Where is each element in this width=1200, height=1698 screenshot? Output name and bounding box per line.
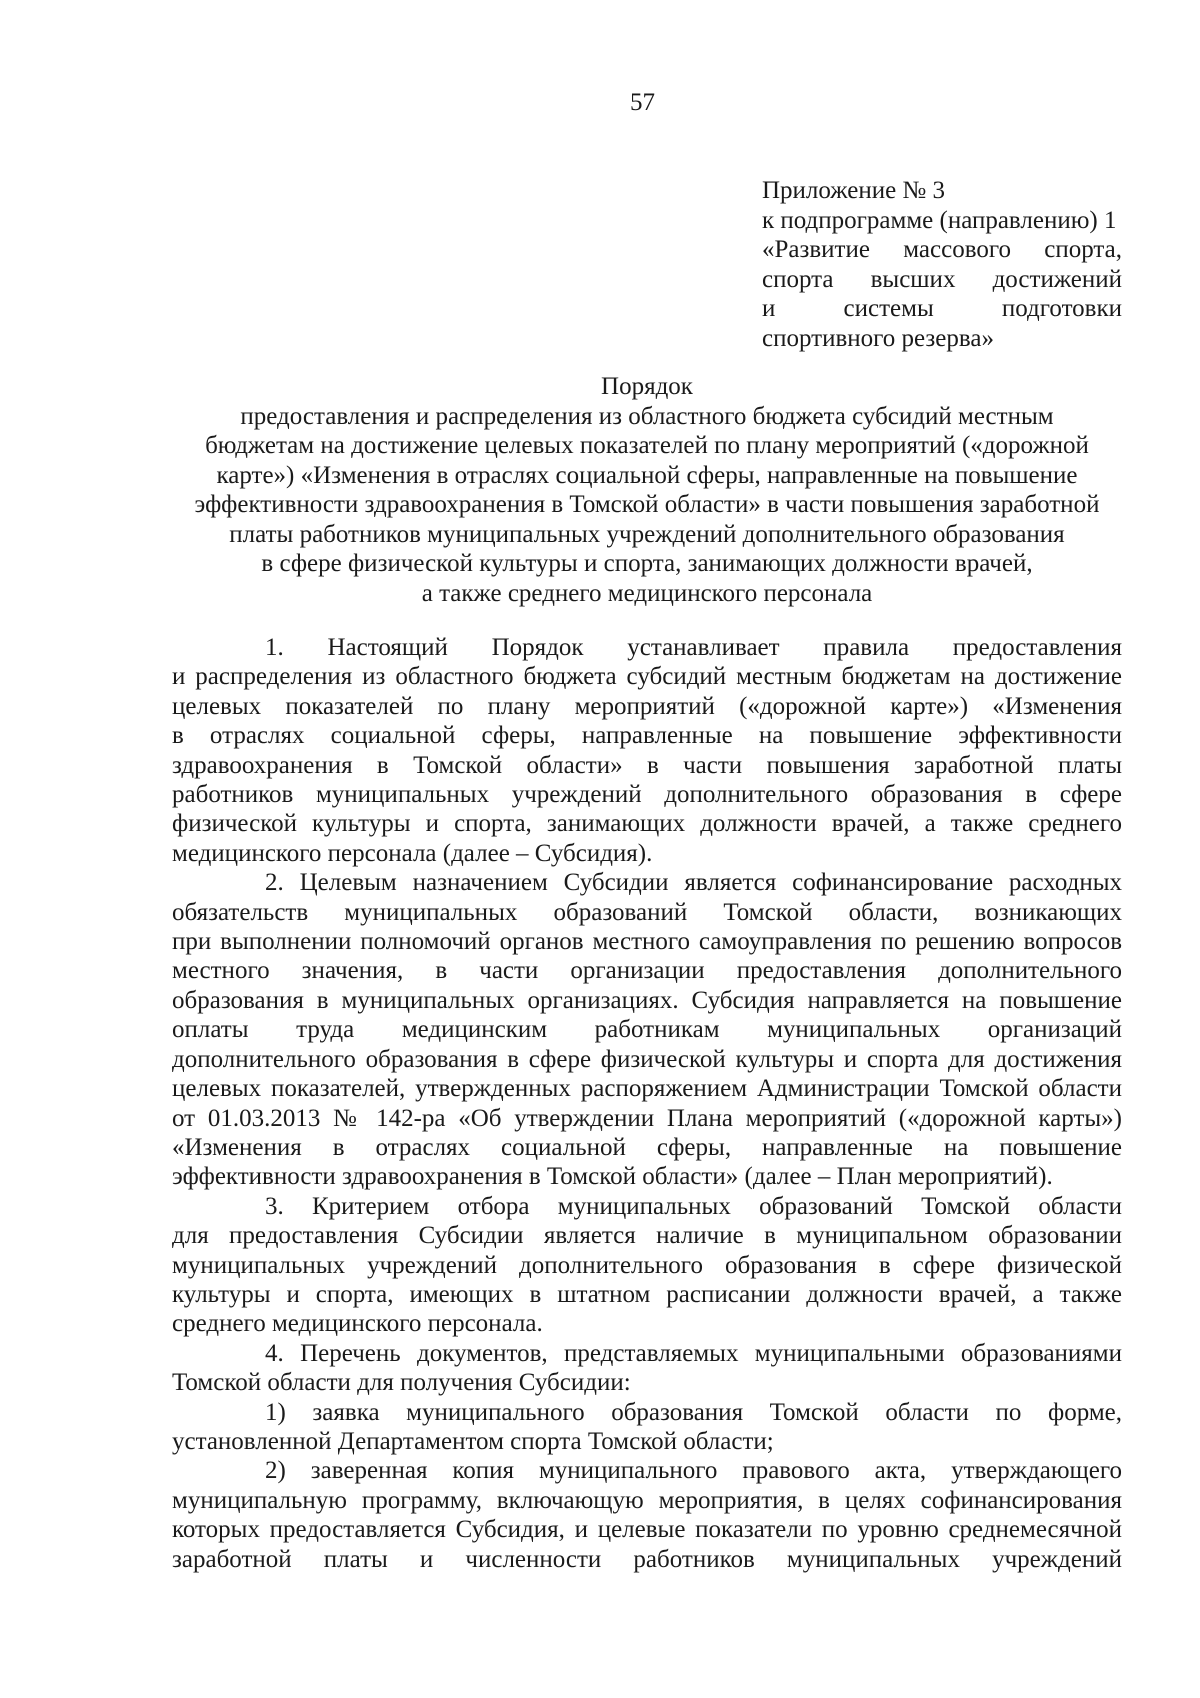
appendix-header [762, 176, 1122, 353]
title-line: в сфере физической культуры и спорта, занимающих должности врачей, [261, 550, 1033, 577]
body-line: здравоохранения в Томской области» в части повышения заработной платы [172, 751, 1122, 779]
body-line: оплаты труда медицинским работникам муниципальных организаций [172, 1016, 1122, 1044]
body-line: муниципальную программу, включающую мероприятия, в целях софинансирования [172, 1486, 1122, 1514]
title-line: эффективности здравоохранения в Томской области» в части повышения заработной [194, 491, 1100, 518]
body-line: 1. Настоящий Порядок устанавливает правила предоставления [265, 634, 1122, 661]
body-line: для предоставления Субсидии является наличие в муниципальном образовании [172, 1222, 1122, 1250]
body-line: обязательств муниципальных образований Томской области, возникающих [172, 898, 1122, 926]
title-line: а также среднего медицинского персонала [421, 579, 873, 607]
body-line: при выполнении полномочий органов местного самоуправления по решению вопросов [172, 928, 1122, 956]
body-line: физической культуры и спорта, занимающих должности врачей, а также среднего [172, 810, 1122, 838]
body-line: 4. Перечень документов, представляемых муниципальными образованиями [265, 1339, 1122, 1367]
document-title [172, 372, 1122, 608]
title-line: платы работников муниципальных учреждений дополнительного образования [229, 520, 1065, 548]
title-heading: Порядок [601, 373, 693, 400]
body-line: Томской области для получения Субсидии: [172, 1369, 631, 1397]
title-line: предоставления и распределения из областного бюджета субсидий местным [240, 402, 1054, 430]
appendix-line: и системы подготовки [762, 295, 1122, 322]
title-line: бюджетам на достижение целевых показателей по плану мероприятий («дорожной [205, 432, 1089, 459]
document-body [172, 633, 1122, 1574]
body-line: 3. Критерием отбора муниципальных образований Томской области [265, 1192, 1122, 1220]
body-line: 1) заявка муниципального образования Томской области по форме, [265, 1398, 1122, 1426]
page-number: 57 [630, 89, 655, 116]
body-line: муниципальных учреждений дополнительного образования в сфере физической [172, 1251, 1122, 1279]
appendix-line: спорта высших достижений [762, 265, 1122, 293]
appendix-line: спортивного резерва» [762, 324, 994, 352]
body-line: местного значения, в части организации предоставления дополнительного [172, 957, 1122, 985]
body-line: «Изменения в отраслях социальной сферы, направленные на повышение [172, 1133, 1122, 1161]
body-line: эффективности здравоохранения в Томской области» (далее – План мероприятий). [172, 1163, 1053, 1191]
body-line: работников муниципальных учреждений дополнительного образования в сфере [172, 781, 1122, 809]
body-line: которых предоставляется Субсидия, и целевые показатели по уровню среднемесячной [172, 1516, 1122, 1544]
appendix-line: к подпрограмме (направлению) 1 [762, 206, 1117, 234]
appendix-line: Приложение № 3 [762, 177, 946, 204]
body-line: целевых показателей по плану мероприятий («дорожной карте») «Изменения [172, 692, 1122, 720]
body-line: дополнительного образования в сфере физической культуры и спорта для достижения [172, 1045, 1122, 1073]
title-line: карте») «Изменения в отраслях социальной сферы, направленные на повышение [216, 461, 1078, 489]
body-line: медицинского персонала (далее – Субсидия). [172, 839, 653, 867]
body-line: 2. Целевым назначением Субсидии является софинансирование расходных [265, 869, 1122, 897]
body-line: культуры и спорта, имеющих в штатном расписании должности врачей, а также [172, 1280, 1122, 1308]
body-line: целевых показателей, утвержденных распоряжением Администрации Томской области [172, 1075, 1122, 1103]
body-line: заработной платы и численности работников муниципальных учреждений [172, 1545, 1122, 1573]
body-line: среднего медицинского персонала. [172, 1310, 543, 1338]
body-line: от 01.03.2013 № 142-ра «Об утверждении Плана мероприятий («дорожной карты») [172, 1104, 1122, 1132]
body-line: установленной Департаментом спорта Томской области; [172, 1427, 774, 1455]
body-line: 2) заверенная копия муниципального правового акта, утверждающего [265, 1457, 1122, 1485]
body-line: в отраслях социальной сферы, направленные на повышение эффективности [172, 722, 1122, 750]
body-line: и распределения из областного бюджета субсидий местным бюджетам на достижение [172, 663, 1122, 691]
body-line: образования в муниципальных организациях. Субсидия направляется на повышение [172, 986, 1122, 1014]
appendix-line: «Развитие массового спорта, [762, 236, 1122, 263]
